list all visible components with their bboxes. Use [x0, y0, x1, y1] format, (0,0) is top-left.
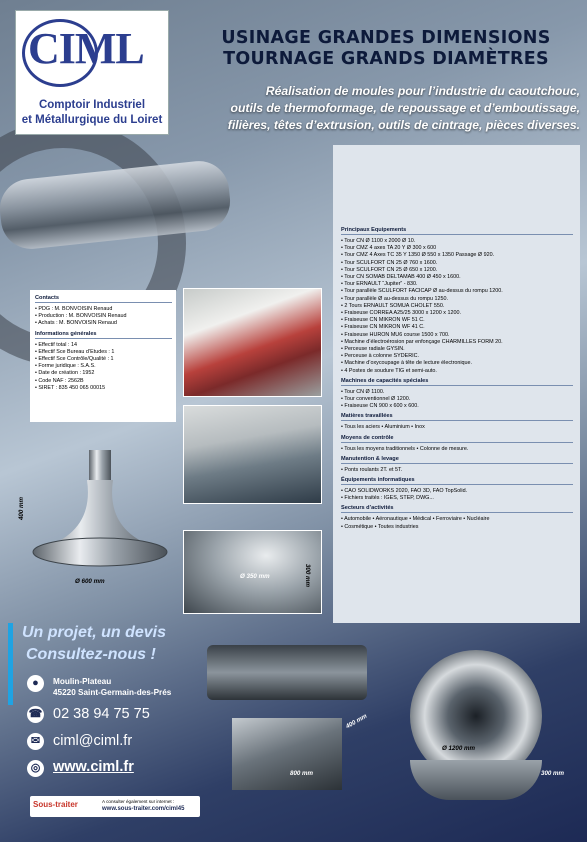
equipment-item: • Tour parallèle Ø au-dessus du rompu 1250.: [341, 295, 448, 302]
sous-traiter-logo: Sous-traiter: [33, 800, 78, 809]
photo-edm-machine: [183, 288, 322, 397]
equipment-item: • Tour ERNAULT “Jupiter” - 830.: [341, 281, 418, 288]
equipment-item: • Machine d’électroérosion par enfonçage CHARMILLES FORM 20.: [341, 338, 503, 345]
handling-line: • Ponts roulants 2T. et 5T.: [341, 466, 403, 473]
contact-line: • PDG : M. BONVOISIN Renaud: [35, 306, 113, 312]
dome-diameter-label: Ø 350 mm: [240, 573, 270, 580]
mold-depth-label: 400 mm: [344, 712, 369, 731]
headline-line2: TOURNAGE GRANDS DIAMÈTRES: [223, 49, 549, 69]
contacts-panel: [30, 290, 176, 422]
address-line1: Moulin-Plateau: [53, 677, 112, 686]
handling-heading: Manutention & levage: [341, 456, 573, 464]
logo-name-line1: Comptoir Industriel: [38, 99, 146, 111]
special-machines-heading: Machines de capacités spéciales: [341, 378, 573, 386]
photo-dome-part: [183, 530, 322, 614]
equipment-item: • Tour CMZ 4 axes TA 20 Y Ø 300 x 600: [341, 245, 437, 252]
photo-mold-top: [207, 645, 367, 700]
equipment-item: • Tour CMZ 4 Axes TC 35 Y 1350 Ø 550 x 1350 Passage Ø 920.: [341, 252, 495, 259]
equipment-item: • Tour CN SOMAB DELTAMAB 400 Ø 450 x 1600.: [341, 274, 461, 281]
email-icon: ✉: [27, 733, 44, 750]
tagline: [185, 83, 580, 134]
logo-mark: CIML: [28, 24, 144, 73]
equipment-item: • Fraiseuse CORREA A25/25 3000 x 1200 x 1200.: [341, 310, 461, 317]
logo-name-line2: et Métallurgique du Loiret: [21, 114, 163, 126]
it-heading: Équipements informatiques: [341, 477, 573, 485]
cta-line1: Un projet, un devis: [22, 624, 167, 641]
equipment-item: • Tour CN Ø 1100 x 2000 Ø 10.: [341, 238, 416, 244]
ring-height-label: 300 mm: [541, 770, 565, 777]
mold-width-label: 800 mm: [290, 770, 314, 777]
equipment-item: • 4 Postes de soudure TIG et semi-auto.: [341, 367, 437, 374]
company-logo: [15, 10, 169, 135]
it-line: • CAO SOLIDWORKS 2020, FAO 3D, FAO TopSolid.: [341, 488, 468, 495]
sectors-line: • Automobile • Aéronautique • Médical • Ferroviaire • Nucléaire: [341, 516, 490, 523]
equipment-item: • 2 Tours ERNAULT SOMUA CHOLET 550.: [341, 302, 445, 309]
dome-height-label: 300 mm: [304, 563, 312, 588]
special-machine-item: • Tour CN Ø 1100.: [341, 388, 385, 395]
bell-height-label: 400 mm: [18, 496, 26, 521]
special-machine-item: • Tour conventionnel Ø 1200.: [341, 396, 411, 403]
equipment-item: • Perceuse à colonne SYDERIC.: [341, 353, 419, 360]
tagline-line: outils de thermoformage, de repoussage et d’emboutissage,: [230, 101, 580, 115]
equipment-item: • Fraiseuse CN MIKRON WF 41 C.: [341, 324, 425, 331]
equipment-item: • Perceuse radiale GYSIN.: [341, 346, 405, 353]
location-icon: ●: [27, 675, 44, 692]
info-line: • Effectif total : 14: [35, 341, 77, 348]
address-line2: 45220 Saint-Germain-des-Prés: [53, 688, 172, 697]
sectors-line: • Cosmétique • Toutes industries: [341, 523, 419, 530]
equipment-item: • Machine d’oxycoupage à tête de lecture électronique.: [341, 360, 473, 367]
info-line: • Date de création : 1952: [35, 370, 95, 377]
equipment-item: • Tour parallèle SCULFORT FACICAP Ø au-dessus du rompu 1200.: [341, 288, 503, 295]
contact-line: • Production : M. BONVOISIN Renaud: [35, 313, 127, 320]
badge-url[interactable]: www.sous-traiter.com/ciml45: [102, 806, 185, 812]
it-line: • Fichiers traités : IGES, STEP, DWG...: [341, 495, 434, 502]
cta-line2: Consultez-nous !: [26, 646, 156, 663]
info-line: • Effectif Sce Contrôle/Qualité : 1: [35, 356, 114, 363]
info-line: • SIRET : 835 450 065 00015: [35, 384, 106, 391]
special-machine-item: • Fraiseuse CN 900 x 600 x 600.: [341, 403, 419, 410]
email-link[interactable]: ciml@ciml.fr: [53, 733, 133, 749]
photo-ring-side: [410, 760, 542, 800]
photo-cnc-operator: [183, 405, 322, 504]
info-heading: Informations générales: [35, 331, 172, 339]
ring-diameter-label: Ø 1200 mm: [442, 745, 476, 752]
info-line: • Effectif Sce Bureau d’Etudes : 1: [35, 348, 115, 355]
photo-mold-base: [232, 718, 342, 790]
globe-icon: ◎: [27, 760, 44, 777]
info-line: • Forme juridique : S.A.S.: [35, 363, 96, 370]
control-heading: Moyens de contrôle: [341, 435, 573, 443]
tagline-line: filières, têtes d’extrusion, outils de cintrage, pièces diverses.: [227, 118, 580, 132]
equipment-panel: [333, 145, 580, 623]
control-line: • Tous les moyens traditionnels • Colonne de mesure.: [341, 445, 469, 452]
badge-text: A consulter également sur internet :: [102, 799, 175, 804]
address: [53, 676, 171, 698]
equipment-item: • Tour SCULFORT CN 25 Ø 760 x 1600.: [341, 259, 438, 266]
tagline-line: Réalisation de moules pour l’industrie du caoutchouc,: [265, 84, 580, 98]
cta-accent-bar: [8, 623, 13, 705]
bell-diameter-label: Ø 600 mm: [75, 578, 105, 585]
materials-line: • Tous les aciers • Aluminium • Inox: [341, 424, 425, 431]
info-line: • Code NAF : 2562B: [35, 377, 84, 384]
equipment-item: • Tour SCULFORT CN 25 Ø 650 x 1200.: [341, 266, 438, 273]
sectors-heading: Secteurs d’activités: [341, 505, 573, 513]
phone-icon: ☎: [27, 706, 44, 723]
website-link[interactable]: www.ciml.fr: [53, 759, 134, 775]
headline-line1: USINAGE GRANDES DIMENSIONS: [221, 28, 551, 48]
phone-number[interactable]: 02 38 94 75 75: [53, 706, 150, 722]
contacts-heading: Contacts: [35, 295, 172, 303]
equipment-item: • Fraiseuse HURON MU6 course 1500 x 700.: [341, 331, 450, 338]
materials-heading: Matières travaillées: [341, 413, 573, 421]
equipment-heading: Principaux Equipements: [341, 227, 573, 235]
contact-line: • Achats : M. BONVOISIN Renaud: [35, 320, 117, 327]
bell-part-illustration: [25, 440, 175, 590]
sous-traiter-badge[interactable]: [30, 796, 200, 817]
equipment-item: • Fraiseuse CN MIKRON WF 51 C.: [341, 317, 425, 324]
